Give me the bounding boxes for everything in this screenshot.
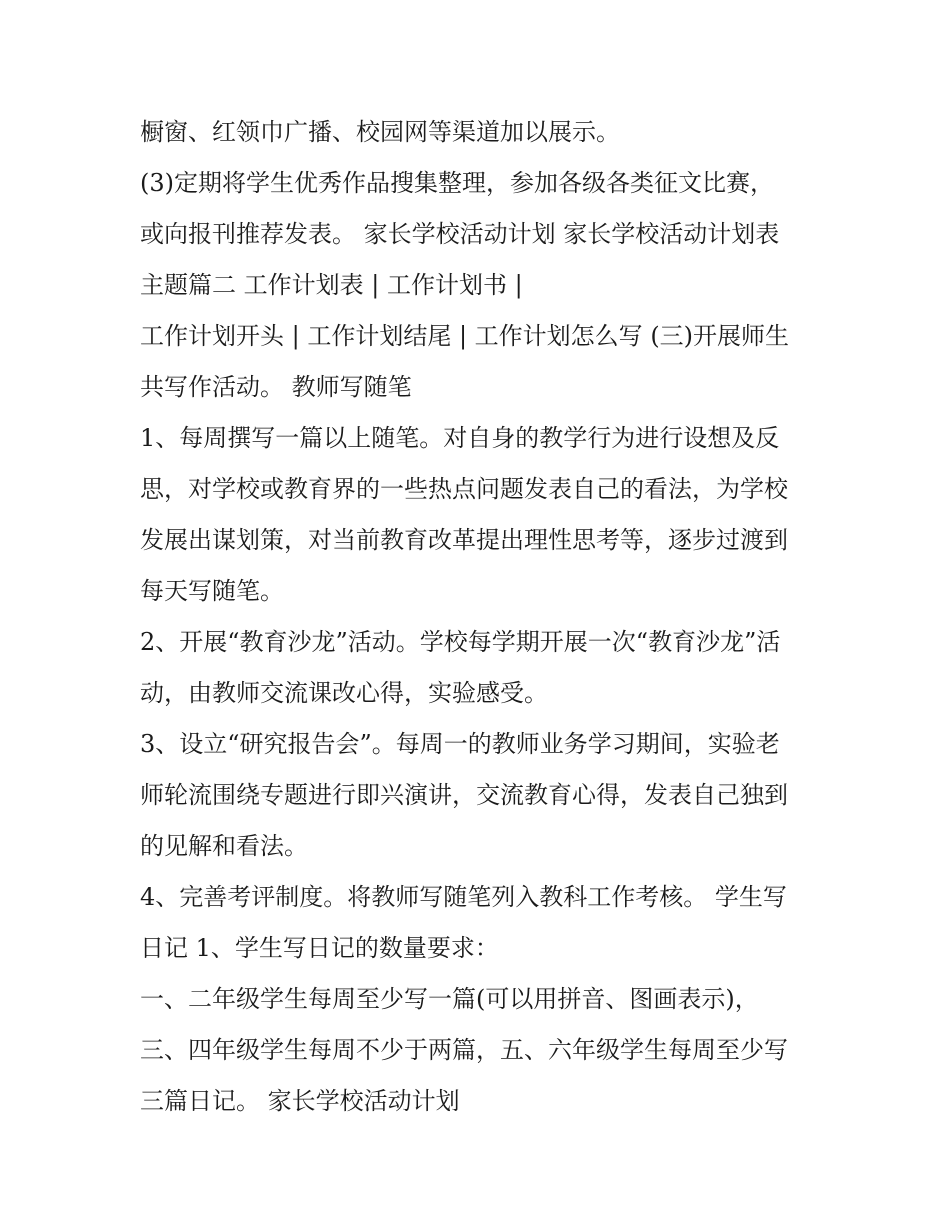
text-line: 4、完善考评制度。将教师写随笔列入教科工作考核。 学生写 [140, 883, 787, 911]
text-line: 三篇日记。 家长学校活动计划 [140, 1087, 460, 1115]
text-line: 1、每周撰写一篇以上随笔。对自身的教学行为进行设想及反 [140, 424, 780, 452]
text-line: (3)定期将学生优秀作品搜集整理，参加各级各类征文比赛， [140, 169, 774, 197]
text-line: 3、设立“研究报告会”。每周一的教师业务学习期间，实验老 [140, 730, 780, 758]
document-body [140, 107, 820, 1127]
text-line: 主题篇二 工作计划表 | 工作计划书 | [140, 271, 523, 299]
text-line: 日记 1、学生写日记的数量要求： [140, 934, 499, 962]
text-line: 工作计划开头 | 工作计划结尾 | 工作计划怎么写 (三)开展师生 [140, 322, 790, 350]
text-line: 思，对学校或教育界的一些热点问题发表自己的看法，为学校 [140, 475, 788, 503]
text-line: 三、四年级学生每周不少于两篇，五、六年级学生每周至少写 [140, 1036, 788, 1064]
text-line: 师轮流围绕专题进行即兴演讲，交流教育心得，发表自己独到 [140, 781, 788, 809]
text-line: 或向报刊推荐发表。 家长学校活动计划 家长学校活动计划表 [140, 220, 780, 248]
text-line: 的见解和看法。 [140, 832, 308, 860]
text-line: 每天写随笔。 [140, 577, 284, 605]
text-line: 橱窗、红领巾广播、校园网等渠道加以展示。 [140, 118, 620, 146]
text-line: 2、开展“教育沙龙”活动。学校每学期开展一次“教育沙龙”活 [140, 628, 781, 656]
text-line: 发展出谋划策，对当前教育改革提出理性思考等，逐步过渡到 [140, 526, 788, 554]
text-line: 一、二年级学生每周至少写一篇(可以用拼音、图画表示)， [140, 985, 759, 1013]
text-line: 动，由教师交流课改心得，实验感受。 [140, 679, 548, 707]
text-line: 共写作活动。 教师写随笔 [140, 373, 412, 401]
